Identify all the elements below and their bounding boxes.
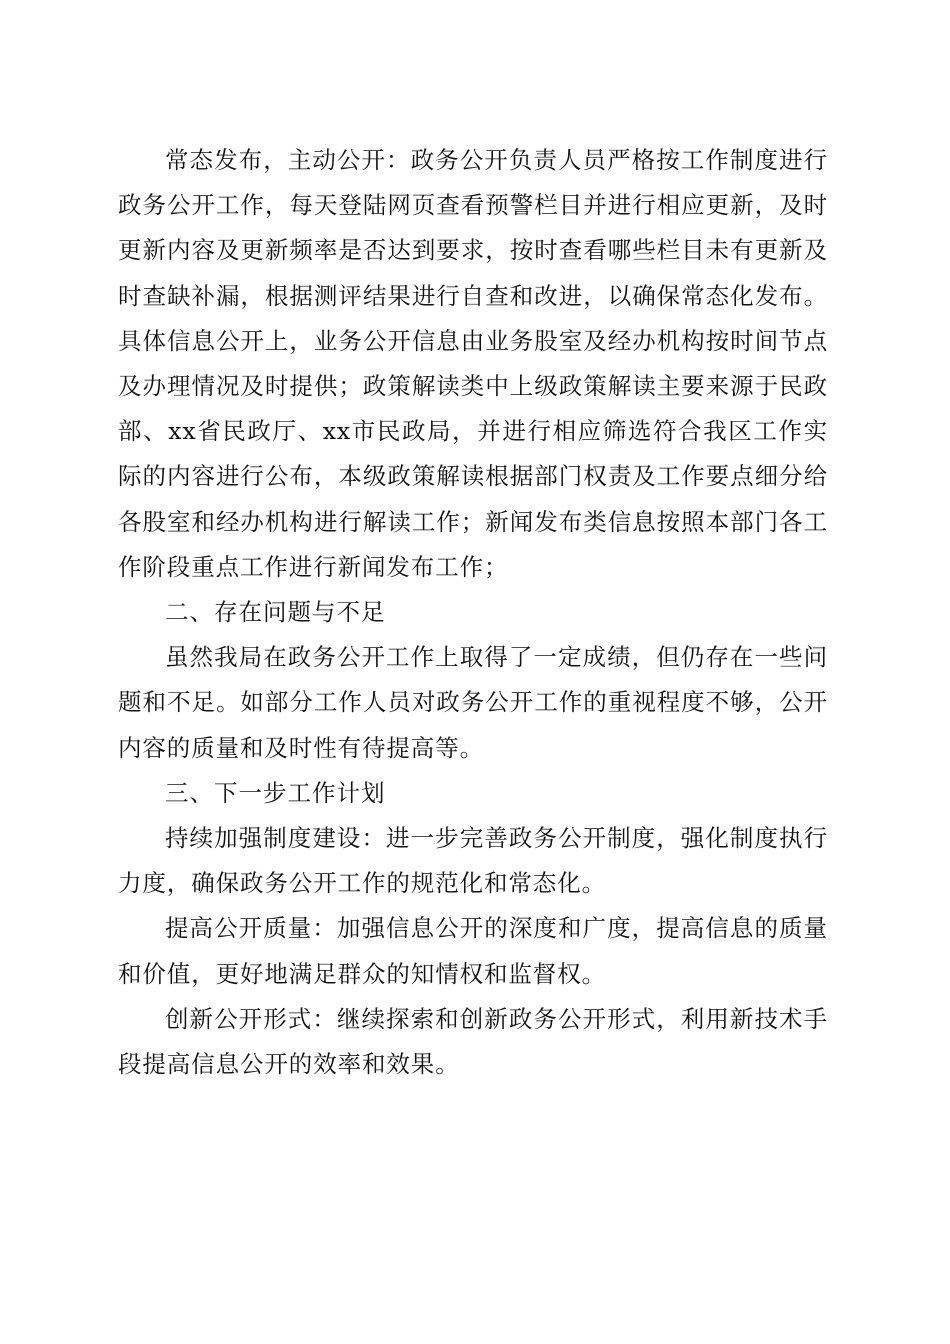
heading-next-steps: 三、下一步工作计划 xyxy=(165,778,386,807)
paragraph-innovation: 创新公开形式：继续探索和创新政务公开形式，利用新技术手段提高信息公开的效率和效果。 xyxy=(118,1004,828,1079)
heading-problems: 二、存在问题与不足 xyxy=(165,598,386,627)
paragraph-problems: 虽然我局在政务公开工作上取得了一定成绩，但仍存在一些问题和不足。如部分工作人员对政务公开工作的重视程度不够，公开内容的质量和及时性有待提高等。 xyxy=(118,643,828,762)
document-body xyxy=(118,138,828,1087)
paragraph-system-building: 持续加强制度建设：进一步完善政务公开制度，强化制度执行力度，确保政务公开工作的规范化和常态化。 xyxy=(118,824,828,898)
paragraph-routine-publishing: 常态发布，主动公开：政务公开负责人员严格按工作制度进行政务公开工作，每天登陆网页查看预警栏目并进行相应更新，及时更新内容及更新频率是否达到要求，按时查看哪些栏目未有更新及时查缺补漏，根据测评结果进行自查和改进，以确保常态化发布。具体信息公开上，业务公开信息由业务股室及经办机构按时间节点及办理情况及时提供；政策解读类中上级政策解读主要来源于民政部、xx省民政厅、xx市民政局，并进行相应筛选符合我区工作实际的内容进行公布，本级政策解读根据部门权责及工作要点细分给各股室和经办机构进行解读工作；新闻发布类信息按照本部门各工作阶段重点工作进行新闻发布工作； xyxy=(118,146,828,581)
paragraph-quality: 提高公开质量：加强信息公开的深度和广度，提高信息的质量和价值，更好地满足群众的知情权和监督权。 xyxy=(118,914,828,988)
